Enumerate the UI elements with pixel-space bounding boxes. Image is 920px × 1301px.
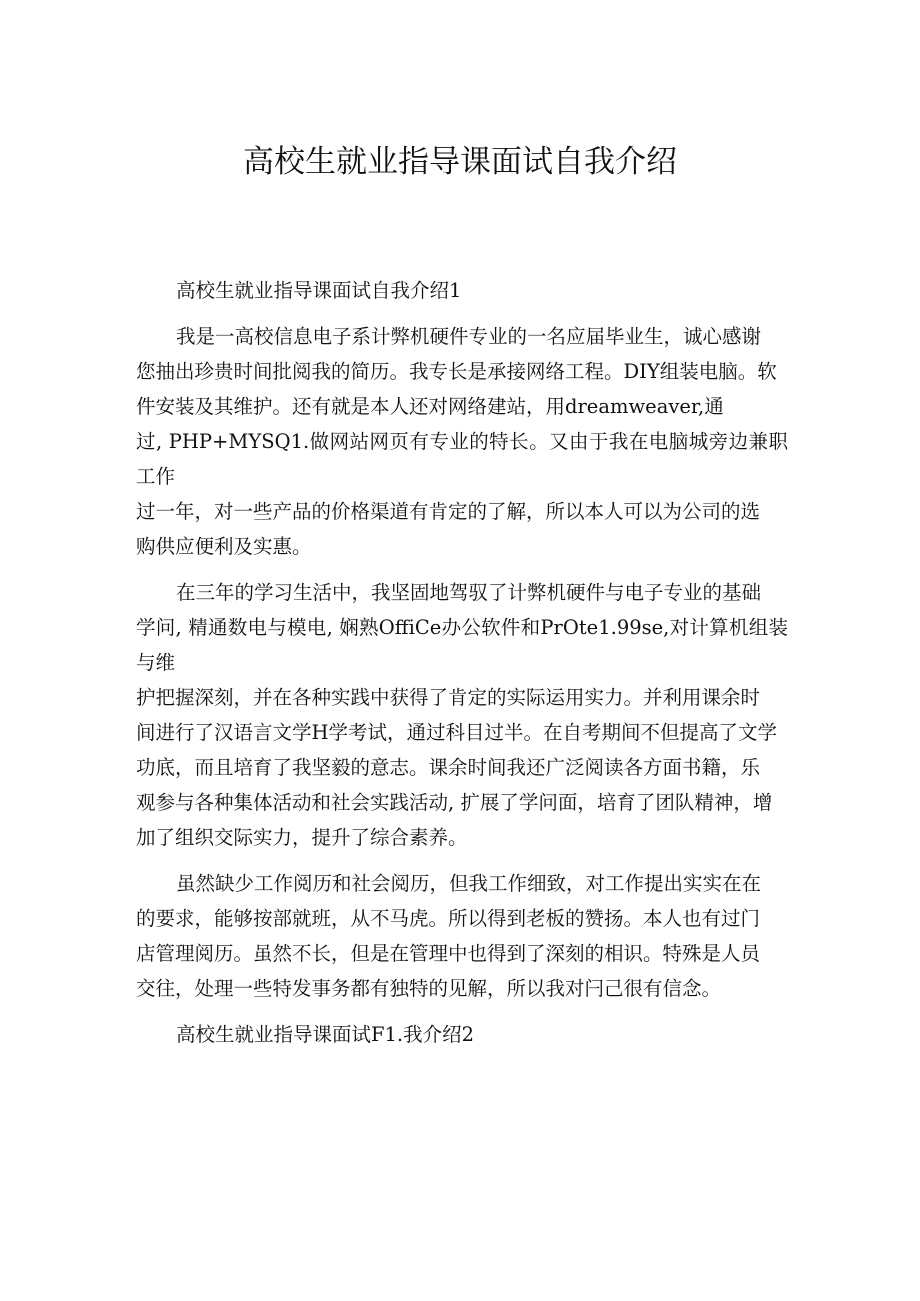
paragraph-line: 功底，而且培育了我坚毅的意志。课余时间我还广泛阅读各方面书籍，乐	[136, 756, 761, 779]
section-heading-1: 高校生就业指导课面试自我介绍1	[176, 279, 462, 302]
paragraph-line: 间进行了汉语言文学H学考试，通过科目过半。在自考期间不但提高了文学	[136, 721, 778, 744]
paragraph-line: 观参与各种集体活动和社会实践活动, 扩展了学问面，培育了团队精神，增	[136, 791, 773, 814]
paragraph-line: 过, PHP+MYSQ1.做网站网页有专业的特长。又由于我在电脑城旁边兼职工作	[136, 430, 788, 488]
paragraph-line: 加了组织交际实力，提升了综合素养。	[136, 826, 468, 849]
paragraph-line: 护把握深刻，并在各种实践中获得了肯定的实际运用实力。并利用课余时	[136, 686, 761, 709]
paragraph-line: 交往，处理一些特发事务都有独特的见解，所以我对闩己很有信念。	[136, 977, 722, 1000]
paragraph-line: 我是一高校信息电子系计弊机硬件专业的一名应届毕业生，诚心感谢	[176, 325, 762, 348]
paragraph-1	[136, 319, 788, 564]
document-title: 高校生就业指导课面试自我介绍	[243, 144, 677, 180]
paragraph-line: 您抽出珍贵时间批阅我的简历。我专长是承接网络工程。DIY组装电脑。软	[136, 360, 777, 383]
paragraph-line: 学问, 精通数电与模电, 娴熟OffiCe办公软件和PrOte1.99se,对计算机组装与维	[136, 616, 788, 674]
paragraph-line: 虽然缺少工作阅历和社会阅历，但我工作细致，对工作提出实实在在	[176, 872, 762, 895]
document-body	[136, 273, 788, 1063]
paragraph-line: 件安装及其维护。还有就是本人还对网络建站，用dreamweaver,通	[136, 395, 724, 418]
paragraph-line: 在三年的学习生活中，我坚固地驾驭了计弊机硬件与电子专业的基础	[176, 581, 762, 604]
paragraph-3	[136, 866, 788, 1006]
section-heading-2: 高校生就业指导课面试F1.我介绍2	[176, 1023, 475, 1046]
paragraph-line: 店管理阅历。虽然不长，但是在管理中也得到了深刻的相识。特殊是人员	[136, 942, 761, 965]
paragraph-line: 的要求，能够按部就班，从不马虎。所以得到老板的赞扬。本人也有过门	[136, 907, 761, 930]
paragraph-line: 购供应便利及实惠。	[136, 535, 312, 558]
paragraph-2	[136, 575, 788, 855]
paragraph-line: 过一年，对一些产品的价格渠道有肯定的了解，所以本人可以为公司的选	[136, 500, 761, 523]
